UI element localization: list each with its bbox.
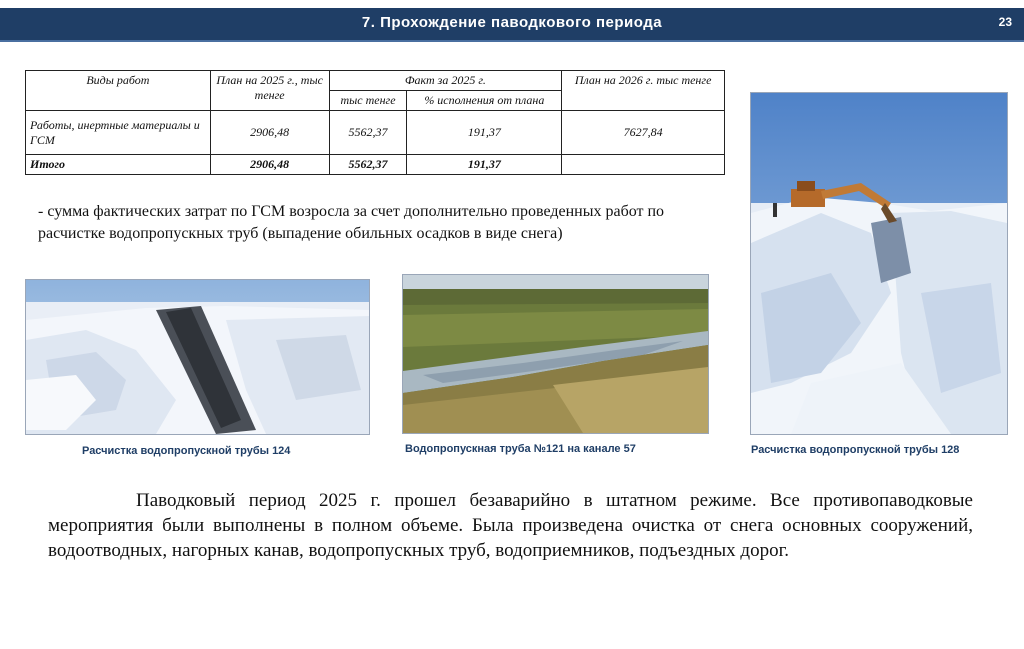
total-plan2026 bbox=[562, 155, 725, 175]
snow-trench-image bbox=[26, 280, 369, 434]
slide-header bbox=[0, 8, 1024, 42]
header-fact-2025: Факт за 2025 г. bbox=[329, 71, 562, 91]
table-header-row bbox=[26, 71, 725, 91]
total-plan2025: 2906,48 bbox=[210, 155, 329, 175]
header-fact-sum: тыс тенге bbox=[329, 91, 407, 111]
table-row bbox=[26, 111, 725, 155]
caption-culvert-124: Расчистка водопропускной трубы 124 bbox=[82, 445, 291, 457]
excavator-snow-image bbox=[751, 93, 1007, 434]
total-fact-sum: 5562,37 bbox=[329, 155, 407, 175]
table-total-row bbox=[26, 155, 725, 175]
header-work-types: Виды работ bbox=[26, 71, 211, 111]
caption-culvert-121: Водопропускная труба №121 на канале 57 bbox=[405, 443, 636, 455]
page-number: 23 bbox=[998, 15, 1012, 29]
cell-plan2025: 2906,48 bbox=[210, 111, 329, 155]
cell-plan2026: 7627,84 bbox=[562, 111, 725, 155]
header-plan-2025: План на 2025 г., тыс тенге bbox=[210, 71, 329, 111]
total-label: Итого bbox=[26, 155, 211, 175]
tundra-water-image bbox=[403, 275, 708, 433]
cell-fact-pct: 191,37 bbox=[407, 111, 562, 155]
photo-culvert-128 bbox=[750, 92, 1008, 435]
slide-title: 7. Прохождение паводкового периода bbox=[361, 14, 663, 31]
photo-culvert-124 bbox=[25, 279, 370, 435]
photo-culvert-121 bbox=[402, 274, 709, 434]
cell-fact-sum: 5562,37 bbox=[329, 111, 407, 155]
budget-table bbox=[25, 70, 725, 175]
header-fact-pct: % исполнения от плана bbox=[407, 91, 562, 111]
header-plan-2026: План на 2026 г. тыс тенге bbox=[562, 71, 725, 111]
cell-work: Работы, инертные материалы и ГСМ bbox=[26, 111, 211, 155]
total-fact-pct: 191,37 bbox=[407, 155, 562, 175]
caption-culvert-128: Расчистка водопропускной трубы 128 bbox=[751, 444, 960, 456]
summary-paragraph: Паводковый период 2025 г. прошел безаварийно в штатном режиме. Все противопаводковые мероприятия были выполнены в полном объеме. Была произведена очистка от снега основных сооружений, водоотводных, нагорных канав, водопропускных труб, водоприемников, подъездных дорог. bbox=[48, 490, 973, 561]
cost-note: - сумма фактических затрат по ГСМ возросла за счет дополнительно проведенных работ по расчистке водопропускных труб (выпадение обильных осадков в виде снега) bbox=[38, 203, 665, 242]
